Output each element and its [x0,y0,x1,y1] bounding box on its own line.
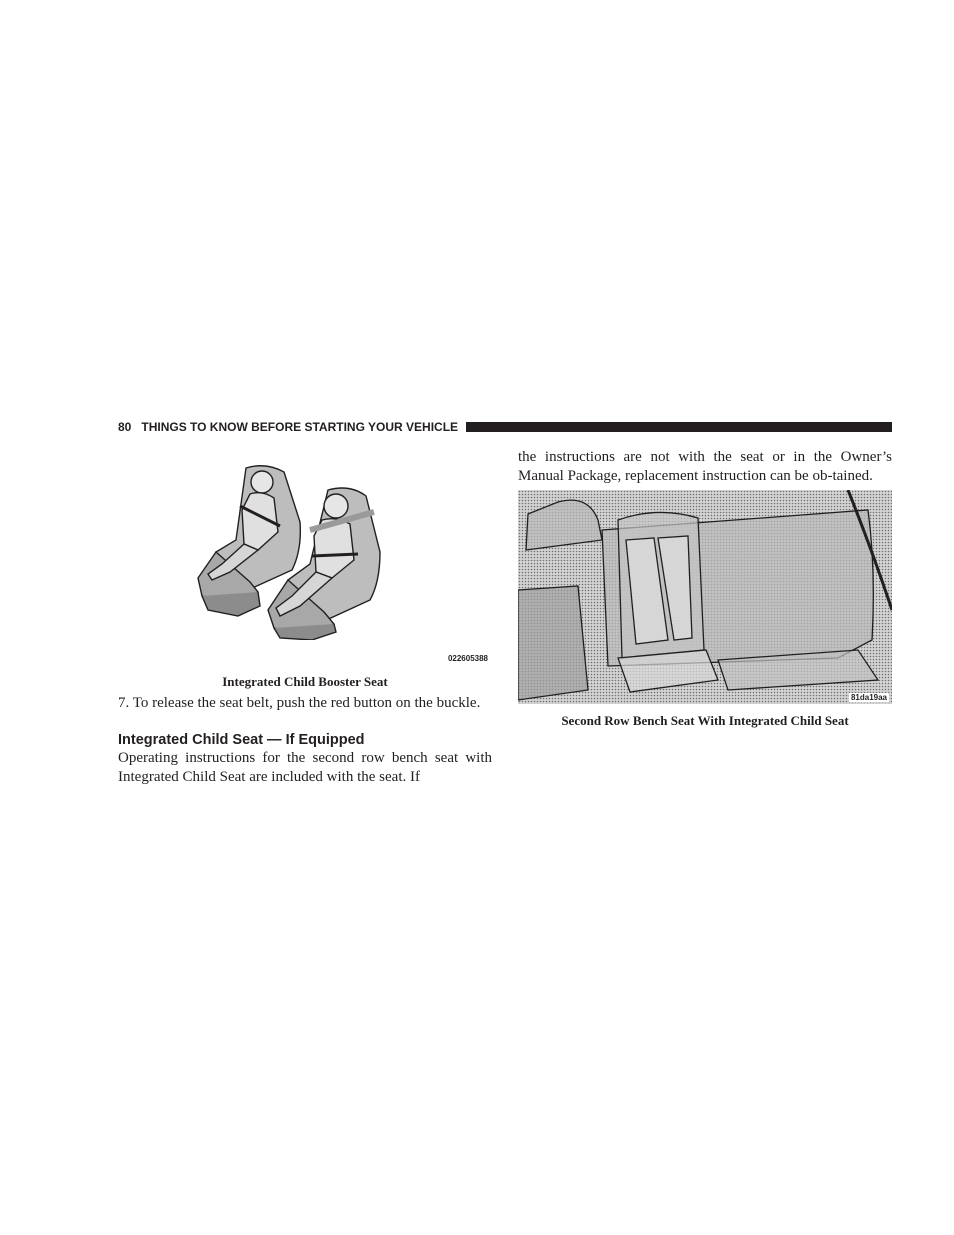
bench-seat-illustration [518,490,892,704]
section-paragraph-left: Operating instructions for the second row bench seat with Integrated Child Seat are included with the seat. If [118,750,492,785]
figure2-caption: Second Row Bench Seat With Integrated Child Seat [561,713,849,728]
section-paragraph-right: the instructions are not with the seat or in the Owner’s Manual Package, replacement instruction can be ob-tained. [518,449,892,484]
bench-seat-figure [518,490,892,704]
left-column [118,452,492,787]
header-rule [466,422,892,432]
page-header [118,419,892,435]
section-heading: Integrated Child Seat — If Equipped [118,732,365,748]
booster-seat-illustration [188,460,388,640]
header-title: THINGS TO KNOW BEFORE STARTING YOUR VEHICLE [141,420,459,434]
booster-seat-figure [118,452,492,670]
page-number: 80 [118,420,132,434]
step-7-text: 7. To release the seat belt, push the red button on the buckle. [118,695,481,711]
figure1-code: 022605388 [447,654,488,663]
right-column [518,448,892,729]
figure2-code: 81da19aa [850,693,887,702]
figure1-caption: Integrated Child Booster Seat [222,674,388,689]
